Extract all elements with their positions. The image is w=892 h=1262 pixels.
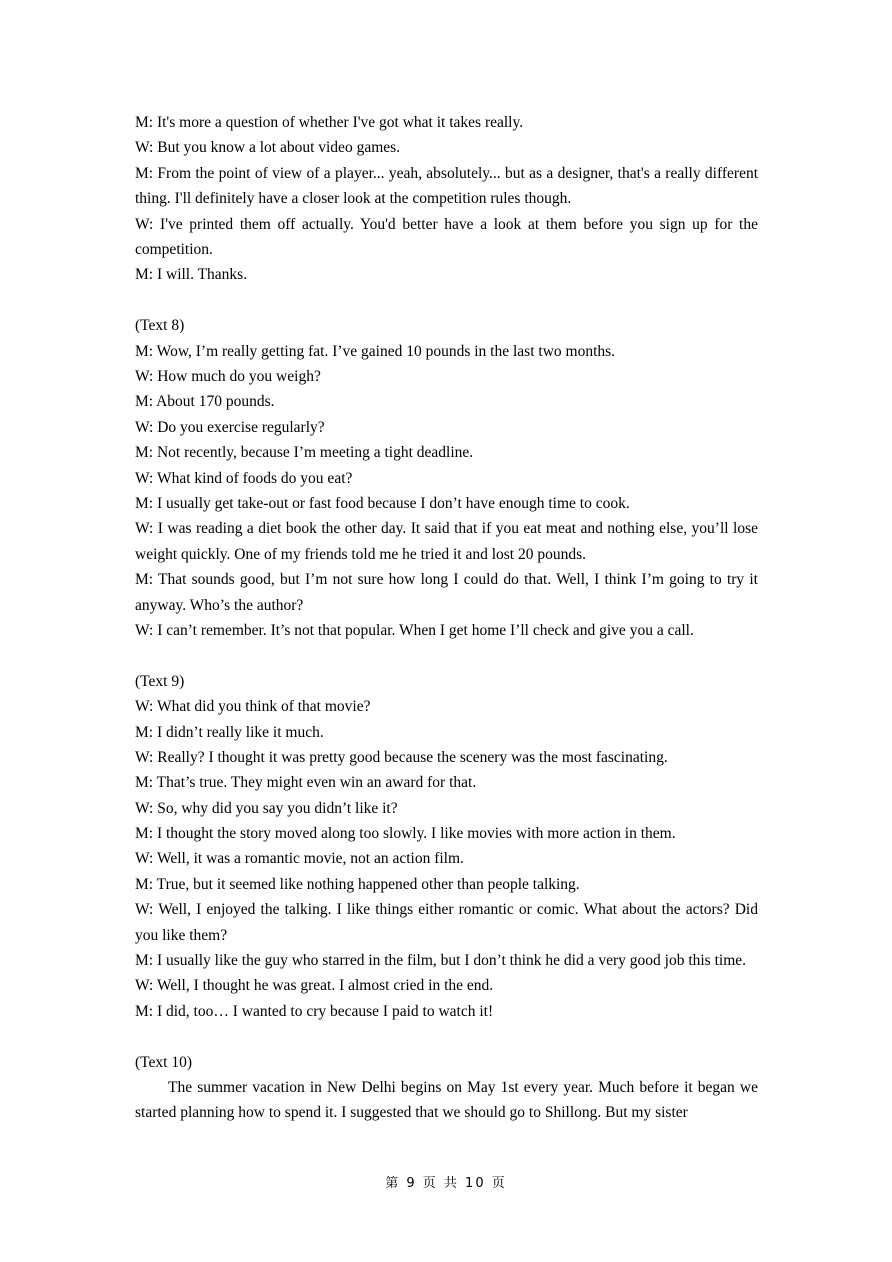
blank-line — [135, 643, 758, 668]
dialogue-line: W: Well, I thought he was great. I almost cried in the end. — [135, 977, 494, 995]
dialogue-line: M: From the point of view of a player... yeah, absolutely... but as a designer, that's a really different thing. I'll definitely have a closer look at the competition rules though. — [135, 164, 758, 208]
dialogue-line: M: I usually like the guy who starred in the film, but I don’t think he did a very good job this time. — [135, 952, 747, 970]
dialogue-text-9 — [135, 694, 758, 1024]
dialogue-line: M: I thought the story moved along too slowly. I like movies with more action in them. — [135, 825, 676, 843]
page-footer: 第 9 页 共 10 页 — [385, 1176, 507, 1191]
dialogue-line: W: How much do you weigh? — [135, 367, 321, 385]
blank-line — [135, 288, 758, 313]
dialogue-line: M: About 170 pounds. — [135, 393, 275, 411]
section-heading: (Text 8) — [135, 317, 185, 335]
blank-line — [135, 1024, 758, 1049]
dialogue-line: M: Not recently, because I’m meeting a tight deadline. — [135, 444, 474, 462]
page-content — [135, 110, 758, 1126]
dialogue-line: W: I've printed them off actually. You'd better have a look at them before you sign up for the competition. — [135, 215, 758, 258]
dialogue-line: M: True, but it seemed like nothing happened other than people talking. — [135, 875, 580, 893]
dialogue-line: M: I will. Thanks. — [135, 266, 248, 284]
dialogue-line: W: What did you think of that movie? — [135, 698, 371, 716]
section-heading: (Text 9) — [135, 672, 185, 690]
dialogue-line: W: I can’t remember. It’s not that popular. When I get home I’ll check and give you a call. — [135, 621, 694, 639]
dialogue-text-8 — [135, 339, 758, 644]
dialogue-line: W: But you know a lot about video games. — [135, 139, 401, 157]
dialogue-line: W: Really? I thought it was pretty good because the scenery was the most fascinating. — [135, 748, 668, 766]
dialogue-text-7-end — [135, 110, 758, 288]
dialogue-line: W: Do you exercise regularly? — [135, 418, 325, 436]
dialogue-line: W: What kind of foods do you eat? — [135, 469, 353, 487]
dialogue-line: M: I usually get take-out or fast food because I don’t have enough time to cook. — [135, 494, 630, 512]
dialogue-line: W: I was reading a diet book the other day. It said that if you eat meat and nothing else, you’ll lose weight quickly. One of my friends told me he tried it and lost 20 pounds. — [135, 520, 758, 563]
dialogue-line: W: Well, it was a romantic movie, not an action film. — [135, 850, 464, 868]
dialogue-line: M: It's more a question of whether I've got what it takes really. — [135, 114, 524, 131]
dialogue-line: W: Well, I enjoyed the talking. I like things either romantic or comic. What about the actors? Did you like them? — [135, 901, 758, 944]
passage-paragraph: The summer vacation in New Delhi begins on May 1st every year. Much before it began we started planning how to spend it. I suggested that we should go to Shillong. But my sister — [135, 1079, 758, 1122]
dialogue-line: M: That sounds good, but I’m not sure how long I could do that. Well, I think I’m going to try it anyway. Who’s the author? — [135, 571, 758, 614]
dialogue-line: M: I did, too… I wanted to cry because I paid to watch it! — [135, 1002, 494, 1020]
dialogue-line: M: That’s true. They might even win an award for that. — [135, 774, 477, 792]
dialogue-line: M: I didn’t really like it much. — [135, 723, 324, 741]
dialogue-line: M: Wow, I’m really getting fat. I’ve gained 10 pounds in the last two months. — [135, 342, 616, 360]
dialogue-line: W: So, why did you say you didn’t like it? — [135, 799, 398, 817]
section-heading: (Text 10) — [135, 1053, 193, 1071]
